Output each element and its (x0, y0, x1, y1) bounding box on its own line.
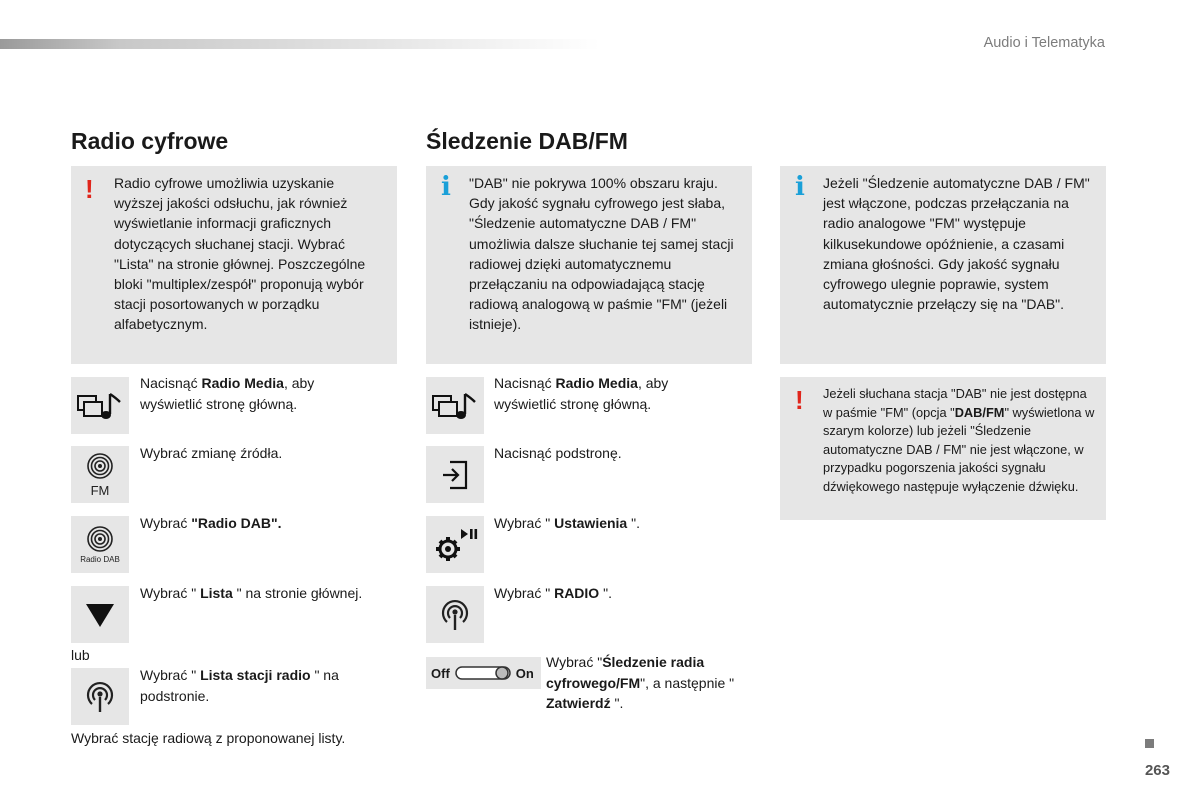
step-left-4: Wybrać " Lista " na stronie głównej. (140, 585, 363, 601)
info-icon: i (795, 172, 805, 202)
radio-station-icon (440, 598, 470, 632)
radio-dab-label: Radio DAB (80, 555, 120, 564)
toggle-switch-icon (455, 665, 511, 681)
header-gradient-bar (0, 39, 600, 49)
off-on-toggle-box[interactable] (426, 657, 541, 689)
step-left-1: Nacisnąć Radio Media, aby wyświetlić stronę główną. (140, 375, 315, 412)
media-music-icon (76, 390, 124, 422)
media-music-icon-box[interactable] (71, 377, 129, 434)
subpage-icon-box[interactable] (426, 446, 484, 503)
settings-gear-icon (431, 525, 479, 565)
warning-text-right: Jeżeli słuchana stacja "DAB" nie jest dostępna w paśmie "FM" (opcja "DAB/FM" wyświetlona w szarym kolorze) lub jeżeli "Śledzenie automatyczne DAB / FM" nie jest włączone, w przypadku pogorszenia jakości sygnału dźwiękowego następuje wyłączenie dźwięku. (823, 386, 1095, 494)
footer-instruction: Wybrać stację radiową z proponowanej listy. (71, 730, 346, 746)
info-text: "DAB" nie pokrywa 100% obszaru kraju. Gdy jakość sygnału cyfrowego jest słaba, "Śledzenie automatyczne DAB / FM" umożliwia dalsze słuchanie tej samej stacji radiowej dzięki automatycznemu przełączaniu na odpowiadającą stację radiową analogową w paśmie "FM" (jeżeli istnieje). (469, 175, 734, 333)
info-icon: i (441, 172, 451, 202)
triangle-down-icon-box[interactable] (71, 586, 129, 643)
radio-station-icon-box[interactable] (426, 586, 484, 643)
step-left-2: Wybrać zmianę źródła. (140, 445, 283, 461)
media-music-icon (431, 390, 479, 422)
toggle-off-label: Off (431, 665, 450, 681)
radio-dab-icon (86, 525, 114, 553)
off-on-toggle[interactable] (431, 665, 534, 681)
warning-box-right (780, 377, 1106, 520)
fm-source-icon-box[interactable] (71, 446, 129, 503)
media-music-icon-box[interactable] (426, 377, 484, 434)
info-text-right: Jeżeli "Śledzenie automatyczne DAB / FM" jest włączone, podczas przełączania na radio analogowe "FM" występuje kilkusekundowe opóźnienie, a czasami zmiana głośności. Gdy jakość sygnału cyfrowego ulegnie poprawie, system automatycznie przełączy się na "DAB". (823, 175, 1090, 313)
exclamation-icon: ! (795, 385, 804, 415)
radio-station-icon-box[interactable] (71, 668, 129, 725)
or-label: lub (71, 647, 90, 663)
exclamation-icon: ! (85, 174, 94, 204)
step-middle-1: Nacisnąć Radio Media, aby wyświetlić stronę główną. (494, 375, 669, 412)
fm-label: FM (90, 482, 110, 498)
section-title-radio-cyfrowe: Radio cyfrowe (71, 128, 229, 154)
step-middle-2: Nacisnąć podstronę. (494, 445, 622, 461)
triangle-down-icon (84, 601, 116, 629)
step-middle-4: Wybrać " RADIO ". (494, 585, 612, 601)
info-box-dab (426, 166, 752, 364)
subpage-icon (440, 459, 470, 491)
page-marker (1145, 739, 1154, 748)
header-title: Audio i Telematyka (983, 35, 1105, 51)
step-left-3: Wybrać "Radio DAB". (140, 515, 282, 531)
fm-source-icon (86, 452, 114, 480)
radio-dab-icon-box[interactable] (71, 516, 129, 573)
info-box-right (780, 166, 1106, 364)
page-number: 263 (1144, 762, 1170, 779)
section-title-sledzenie: Śledzenie DAB/FM (426, 128, 628, 154)
radio-station-icon (85, 680, 115, 714)
step-middle-3: Wybrać " Ustawienia ". (494, 515, 640, 531)
step-middle-toggle: Wybrać "Śledzenie radia cyfrowego/FM", a następnie " Zatwierdź ". (546, 654, 735, 711)
toggle-on-label: On (515, 665, 534, 681)
settings-gear-icon-box[interactable] (426, 516, 484, 573)
warning-box-radio-cyfrowe (71, 166, 397, 364)
warning-text: Radio cyfrowe umożliwia uzyskanie wyższej jakości odsłuchu, jak również wyświetlanie informacji graficznych dotyczących słuchanej stacji. Wybrać "Lista" na stronie głównej. Poszczególne bloki "multiplex/zespół" proponują wybór stacji posortowanych w porządku alfabetycznym. (114, 175, 366, 333)
step-left-5: Wybrać " Lista stacji radio " na podstronie. (140, 667, 339, 704)
